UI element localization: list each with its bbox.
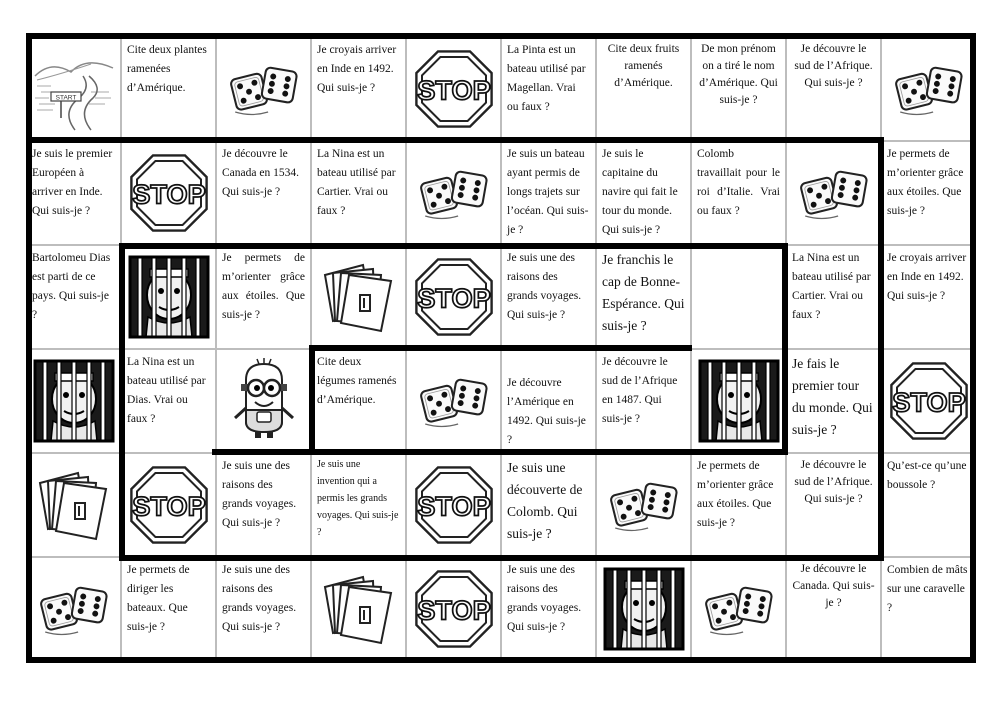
question-text: Je fais le premier tour du monde. Qui suis-je ?	[792, 356, 873, 437]
path-wall	[26, 137, 882, 143]
board-cell-question[interactable]	[311, 141, 406, 245]
stop-sign-icon	[129, 465, 209, 545]
path-wall	[119, 243, 125, 561]
board-cell-cards[interactable]	[26, 453, 121, 557]
svg-text:STOP: STOP	[131, 178, 206, 210]
board-cell-stop[interactable]	[406, 453, 501, 557]
path-wall	[212, 449, 788, 455]
question-text: Bartolomeu Dias est parti de ce pays. Qui suis-je ?	[32, 252, 111, 321]
dice-icon	[702, 579, 776, 639]
path-wall	[878, 137, 884, 561]
board-cell-question[interactable]	[786, 557, 881, 661]
board-cell-question[interactable]	[311, 349, 406, 453]
stop-sign-icon	[414, 465, 494, 545]
board-cell-question[interactable]	[501, 453, 596, 557]
question-text: La Pinta est un bateau utilisé par Magellan. Vrai ou faux ?	[507, 44, 586, 113]
board-cell-question[interactable]	[501, 245, 596, 349]
path-wall	[26, 657, 976, 663]
board-cell-question[interactable]	[596, 349, 691, 453]
svg-text:STOP: STOP	[416, 594, 491, 626]
board-cell-question[interactable]	[311, 37, 406, 141]
svg-text:STOP: STOP	[416, 74, 491, 106]
board-cell-stop[interactable]	[406, 37, 501, 141]
svg-text:STOP: STOP	[416, 282, 491, 314]
dice-icon	[892, 59, 966, 119]
question-text: Je découvre le sud de l’Afrique. Qui suis-je ?	[794, 43, 873, 89]
question-text: Je découvre le sud de l’Afrique en 1487. Qui suis-je ?	[602, 356, 678, 425]
svg-text:STOP: STOP	[416, 490, 491, 522]
stop-sign-icon	[889, 361, 969, 441]
board-cell-cards[interactable]	[311, 557, 406, 661]
prison-icon	[33, 359, 115, 443]
path-wall	[121, 555, 884, 561]
question-text: Je suis une découverte de Colomb. Qui suis-je ?	[507, 460, 583, 541]
board-cell-dice[interactable]	[216, 37, 311, 141]
question-text: De mon prénom on a tiré le nom d’Amérique. Qui suis-je ?	[699, 43, 778, 106]
board-cell-question[interactable]	[501, 37, 596, 141]
question-text: Je découvre l’Amérique en 1492. Qui suis-je ?	[507, 377, 586, 446]
dice-icon	[607, 475, 681, 535]
question-text: Je croyais arriver en Inde en 1492. Qui suis-je ?	[317, 44, 397, 94]
board-cell-question[interactable]	[121, 557, 216, 661]
minion-icon	[229, 358, 299, 444]
path-wall	[782, 243, 788, 453]
question-text: Je suis le premier Européen à arriver en Inde. Qui suis-je ?	[32, 148, 113, 217]
board-cell-stop[interactable]	[121, 141, 216, 245]
board-cell-question[interactable]	[691, 37, 786, 141]
question-text: Cite deux légumes ramenés d’Amérique.	[317, 356, 397, 406]
board-cell-prison[interactable]	[26, 349, 121, 453]
board-cell-question[interactable]	[881, 453, 976, 557]
cards-icon	[319, 573, 399, 645]
path-wall	[26, 33, 32, 663]
dice-icon	[227, 59, 301, 119]
board-cell-dice[interactable]	[596, 453, 691, 557]
question-text: Je permets de m’orienter grâce aux étoiles. Que suis-je ?	[887, 148, 964, 217]
board-cell-prison[interactable]	[691, 349, 786, 453]
board-cell-question[interactable]	[881, 557, 976, 661]
question-text: Je découvre le Canada en 1534. Qui suis-je ?	[222, 148, 299, 198]
stop-sign-icon	[414, 569, 494, 649]
board-cell-dice[interactable]	[786, 141, 881, 245]
board-cell-empty[interactable]	[691, 245, 786, 349]
question-text: Je suis le capitaine du navire qui fait le tour du monde. Qui suis-je ?	[602, 148, 678, 236]
board-cell-dice[interactable]	[26, 557, 121, 661]
board-cell-dice[interactable]	[691, 557, 786, 661]
board-cell-start[interactable]	[26, 37, 121, 141]
prison-icon	[603, 567, 685, 651]
stop-sign-icon	[414, 257, 494, 337]
game-board	[26, 37, 976, 661]
board-cell-question[interactable]	[216, 557, 311, 661]
path-wall	[309, 345, 692, 351]
board-cell-question[interactable]	[881, 245, 976, 349]
question-text: Je permets de m’orienter grâce aux étoiles. Que suis-je ?	[697, 460, 774, 529]
board-cell-question[interactable]	[596, 245, 691, 349]
board-cell-question[interactable]	[881, 141, 976, 245]
prison-icon	[698, 359, 780, 443]
stop-sign-icon	[414, 49, 494, 129]
board-cell-question[interactable]	[501, 557, 596, 661]
board-cell-question[interactable]	[596, 141, 691, 245]
board-cell-minion[interactable]	[216, 349, 311, 453]
dice-icon	[797, 163, 871, 223]
question-text: Je franchis le cap de Bonne-Espérance. Qui suis-je ?	[602, 252, 685, 333]
question-text: La Nina est un bateau utilisé par Dias. Vrai ou faux ?	[127, 356, 206, 425]
board-cell-question[interactable]	[26, 141, 121, 245]
dice-icon	[417, 163, 491, 223]
board-cell-prison[interactable]	[596, 557, 691, 661]
board-cell-question[interactable]	[691, 453, 786, 557]
board-cell-question[interactable]	[691, 141, 786, 245]
question-text: Cite deux fruits ramenés d’Amérique.	[607, 43, 680, 89]
board-cell-dice[interactable]	[406, 349, 501, 453]
question-text: La Nina est un bateau utilisé par Cartier. Vrai ou faux ?	[792, 252, 871, 321]
board-cell-stop[interactable]	[881, 349, 976, 453]
board-cell-question[interactable]	[501, 141, 596, 245]
path-wall	[26, 33, 976, 39]
board-cell-question[interactable]	[121, 37, 216, 141]
board-cell-question[interactable]	[786, 245, 881, 349]
board-cell-question[interactable]	[121, 349, 216, 453]
board-cell-question[interactable]	[501, 349, 596, 453]
board-cell-question[interactable]	[786, 453, 881, 557]
board-cell-stop[interactable]	[121, 453, 216, 557]
question-text: La Nina est un bateau utilisé par Cartier. Vrai ou faux ?	[317, 148, 396, 217]
question-text: Je suis une des raisons des grands voyages. Qui suis-je ?	[222, 460, 297, 529]
dice-icon	[417, 371, 491, 431]
board-cell-cards[interactable]	[311, 245, 406, 349]
cards-icon	[34, 469, 114, 541]
stop-sign-icon	[129, 153, 209, 233]
path-wall	[970, 33, 976, 663]
question-text: Je suis une invention qui a permis les grands voyages. Qui suis-je ?	[317, 459, 399, 538]
question-text: Je suis un bateau ayant permis de longs trajets sur l’océan. Qui suis-je ?	[507, 148, 589, 236]
path-wall	[309, 345, 315, 455]
question-text: Colomb travaillait pour le roi d’Italie. Vrai ou faux ?	[697, 148, 780, 217]
question-text: Combien de mâts sur une caravelle ?	[887, 564, 968, 614]
board-cell-question[interactable]	[26, 245, 121, 349]
question-text: Je croyais arriver en Inde en 1492. Qui suis-je ?	[887, 252, 967, 302]
board-cell-stop[interactable]	[406, 245, 501, 349]
board-cell-question[interactable]	[216, 453, 311, 557]
question-text: Je suis une des raisons des grands voyages. Qui suis-je ?	[222, 564, 297, 633]
prison-icon	[128, 255, 210, 339]
board-cell-prison[interactable]	[121, 245, 216, 349]
board-cell-question[interactable]	[216, 141, 311, 245]
svg-text:START: START	[55, 94, 76, 102]
question-text: Qu’est-ce qu’une boussole ?	[887, 460, 967, 491]
dice-icon	[37, 579, 111, 639]
road-start-icon	[31, 46, 117, 132]
question-text: Je suis une des raisons des grands voyages. Qui suis-je ?	[507, 252, 582, 321]
svg-text:STOP: STOP	[891, 386, 966, 418]
cards-icon	[319, 261, 399, 333]
board-cell-dice[interactable]	[406, 141, 501, 245]
board-cell-dice[interactable]	[881, 37, 976, 141]
question-text: Je permets de diriger les bateaux. Que suis-je ?	[127, 564, 190, 633]
board-cell-question[interactable]	[596, 37, 691, 141]
board-cell-stop[interactable]	[406, 557, 501, 661]
question-text: Je permets de m’orienter grâce aux étoiles. Que suis-je ?	[222, 252, 305, 321]
board-cell-question[interactable]	[311, 453, 406, 557]
board-cell-question[interactable]	[786, 37, 881, 141]
board-cell-question[interactable]	[786, 349, 881, 453]
path-wall	[119, 243, 786, 249]
question-text: Cite deux plantes ramenées d’Amérique.	[127, 44, 207, 94]
question-text: Je découvre le Canada. Qui suis-je ?	[792, 563, 875, 609]
board-cell-question[interactable]	[216, 245, 311, 349]
svg-text:STOP: STOP	[131, 490, 206, 522]
question-text: Je découvre le sud de l’Afrique. Qui suis-je ?	[794, 459, 873, 505]
question-text: Je suis une des raisons des grands voyages. Qui suis-je ?	[507, 564, 582, 633]
